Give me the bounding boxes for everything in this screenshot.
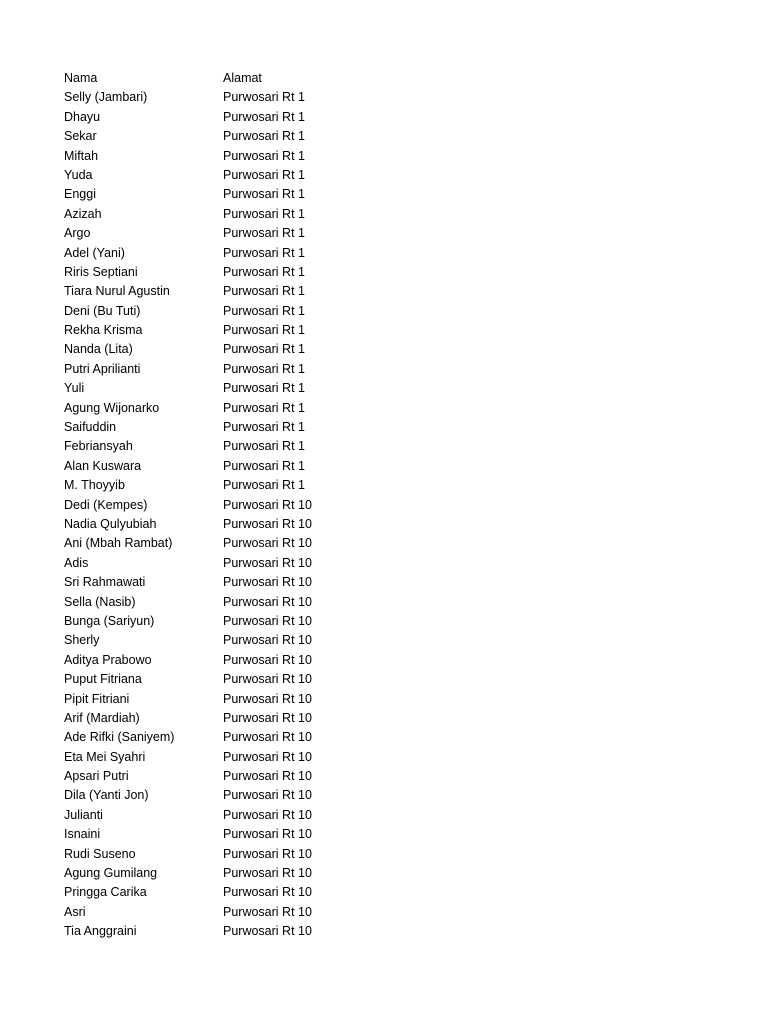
table-row <box>64 147 383 166</box>
cell-nama: Deni (Bu Tuti) <box>64 303 141 318</box>
cell-alamat: Purwosari Rt 1 <box>223 303 305 318</box>
table-row <box>64 573 383 592</box>
column-header-nama: Nama <box>64 71 98 85</box>
cell-nama: Rekha Krisma <box>64 323 143 338</box>
cell-alamat: Purwosari Rt 1 <box>223 342 305 357</box>
cell-alamat: Purwosari Rt 10 <box>223 710 312 725</box>
table-row <box>64 360 383 379</box>
cell-nama: Agung Wijonarko <box>64 400 160 415</box>
cell-nama: Sri Rahmawati <box>64 575 146 590</box>
cell-nama: Saifuddin <box>64 420 117 435</box>
cell-nama: Febriansyah <box>64 439 133 454</box>
cell-nama: Sekar <box>64 129 97 144</box>
table-row <box>64 709 383 728</box>
table-row <box>64 108 383 127</box>
cell-alamat: Purwosari Rt 10 <box>223 691 312 706</box>
table-row <box>64 845 383 864</box>
cell-nama: Aditya Prabowo <box>64 652 152 667</box>
cell-nama: Alan Kuswara <box>64 458 142 473</box>
table-row <box>64 321 383 340</box>
cell-nama: Argo <box>64 226 91 241</box>
cell-alamat: Purwosari Rt 10 <box>223 613 312 628</box>
table-row <box>64 88 383 107</box>
cell-alamat: Purwosari Rt 10 <box>223 594 312 609</box>
table-row <box>64 883 383 902</box>
cell-nama: Sherly <box>64 633 100 648</box>
cell-alamat: Purwosari Rt 1 <box>223 109 305 124</box>
table-row <box>64 244 383 263</box>
cell-nama: Apsari Putri <box>64 769 129 784</box>
cell-alamat: Purwosari Rt 1 <box>223 226 305 241</box>
cell-nama: Ade Rifki (Saniyem) <box>64 730 175 745</box>
cell-nama: Adis <box>64 555 89 570</box>
cell-nama: Tia Anggraini <box>64 924 137 939</box>
cell-nama: Ani (Mbah Rambat) <box>64 536 173 551</box>
cell-nama: Asri <box>64 904 86 919</box>
cell-nama: Bunga (Sariyun) <box>64 613 155 628</box>
cell-alamat: Purwosari Rt 1 <box>223 148 305 163</box>
cell-alamat: Purwosari Rt 1 <box>223 420 305 435</box>
cell-nama: Dila (Yanti Jon) <box>64 788 149 803</box>
cell-alamat: Purwosari Rt 1 <box>223 458 305 473</box>
table-row <box>64 127 383 146</box>
table-row <box>64 399 383 418</box>
table-body <box>64 88 383 941</box>
table-row <box>64 922 383 941</box>
cell-alamat: Purwosari Rt 1 <box>223 284 305 299</box>
cell-alamat: Purwosari Rt 10 <box>223 807 312 822</box>
cell-alamat: Purwosari Rt 1 <box>223 245 305 260</box>
cell-nama: Arif (Mardiah) <box>64 710 140 725</box>
table-row <box>64 263 383 282</box>
table-row <box>64 903 383 922</box>
cell-alamat: Purwosari Rt 1 <box>223 478 305 493</box>
cell-nama: Nadia Qulyubiah <box>64 516 157 531</box>
cell-alamat: Purwosari Rt 1 <box>223 361 305 376</box>
cell-nama: Dhayu <box>64 109 101 124</box>
cell-alamat: Purwosari Rt 10 <box>223 575 312 590</box>
table-row <box>64 515 383 534</box>
cell-nama: Putri Aprilianti <box>64 361 141 376</box>
cell-nama: M. Thoyyib <box>64 478 125 493</box>
cell-alamat: Purwosari Rt 10 <box>223 924 312 939</box>
cell-nama: Miftah <box>64 148 99 163</box>
cell-alamat: Purwosari Rt 10 <box>223 827 312 842</box>
cell-alamat: Purwosari Rt 10 <box>223 866 312 881</box>
table-row <box>64 418 383 437</box>
cell-nama: Yuda <box>64 167 93 182</box>
cell-nama: Nanda (Lita) <box>64 342 133 357</box>
cell-alamat: Purwosari Rt 10 <box>223 652 312 667</box>
table-row <box>64 690 383 709</box>
cell-nama: Riris Septiani <box>64 264 138 279</box>
cell-alamat: Purwosari Rt 1 <box>223 167 305 182</box>
table-row <box>64 651 383 670</box>
cell-alamat: Purwosari Rt 10 <box>223 730 312 745</box>
table-row <box>64 496 383 515</box>
table-row <box>64 340 383 359</box>
table-row <box>64 612 383 631</box>
table-row <box>64 631 383 650</box>
table-header-row <box>64 69 383 88</box>
cell-alamat: Purwosari Rt 1 <box>223 400 305 415</box>
table-row <box>64 670 383 689</box>
table-row <box>64 786 383 805</box>
cell-nama: Azizah <box>64 206 102 221</box>
cell-alamat: Purwosari Rt 10 <box>223 749 312 764</box>
cell-alamat: Purwosari Rt 10 <box>223 769 312 784</box>
table-row <box>64 534 383 553</box>
table-row <box>64 593 383 612</box>
table-row <box>64 806 383 825</box>
cell-alamat: Purwosari Rt 1 <box>223 187 305 202</box>
cell-alamat: Purwosari Rt 10 <box>223 904 312 919</box>
cell-alamat: Purwosari Rt 1 <box>223 323 305 338</box>
table-row <box>64 825 383 844</box>
cell-alamat: Purwosari Rt 1 <box>223 90 305 105</box>
cell-alamat: Purwosari Rt 10 <box>223 672 312 687</box>
column-header-alamat: Alamat <box>223 71 262 85</box>
table-row <box>64 205 383 224</box>
cell-alamat: Purwosari Rt 10 <box>223 497 312 512</box>
cell-nama: Eta Mei Syahri <box>64 749 146 764</box>
table-row <box>64 282 383 301</box>
cell-alamat: Purwosari Rt 10 <box>223 516 312 531</box>
cell-alamat: Purwosari Rt 1 <box>223 381 305 396</box>
cell-alamat: Purwosari Rt 10 <box>223 885 312 900</box>
cell-nama: Sella (Nasib) <box>64 594 136 609</box>
table-row <box>64 379 383 398</box>
table-row <box>64 476 383 495</box>
cell-alamat: Purwosari Rt 1 <box>223 129 305 144</box>
table-row <box>64 728 383 747</box>
cell-alamat: Purwosari Rt 10 <box>223 788 312 803</box>
cell-nama: Isnaini <box>64 827 101 842</box>
cell-nama: Selly (Jambari) <box>64 90 148 105</box>
table-row <box>64 437 383 456</box>
table-row <box>64 166 383 185</box>
cell-nama: Julianti <box>64 807 103 822</box>
cell-nama: Adel (Yani) <box>64 245 125 260</box>
cell-nama: Pipit Fitriani <box>64 691 130 706</box>
cell-alamat: Purwosari Rt 10 <box>223 846 312 861</box>
table-row <box>64 748 383 767</box>
table-row <box>64 767 383 786</box>
cell-alamat: Purwosari Rt 1 <box>223 264 305 279</box>
cell-alamat: Purwosari Rt 10 <box>223 555 312 570</box>
table-row <box>64 302 383 321</box>
cell-nama: Tiara Nurul Agustin <box>64 284 170 299</box>
cell-nama: Enggi <box>64 187 96 202</box>
cell-alamat: Purwosari Rt 1 <box>223 206 305 221</box>
table-row <box>64 185 383 204</box>
cell-nama: Pringga Carika <box>64 885 147 900</box>
table-row <box>64 224 383 243</box>
cell-nama: Agung Gumilang <box>64 866 158 881</box>
cell-nama: Puput Fitriana <box>64 672 142 687</box>
cell-alamat: Purwosari Rt 10 <box>223 633 312 648</box>
name-address-table <box>64 69 383 942</box>
cell-nama: Rudi Suseno <box>64 846 136 861</box>
table-row <box>64 864 383 883</box>
table-row <box>64 457 383 476</box>
cell-nama: Yuli <box>64 381 85 396</box>
table-row <box>64 554 383 573</box>
cell-alamat: Purwosari Rt 1 <box>223 439 305 454</box>
cell-nama: Dedi (Kempes) <box>64 497 148 512</box>
cell-alamat: Purwosari Rt 10 <box>223 536 312 551</box>
